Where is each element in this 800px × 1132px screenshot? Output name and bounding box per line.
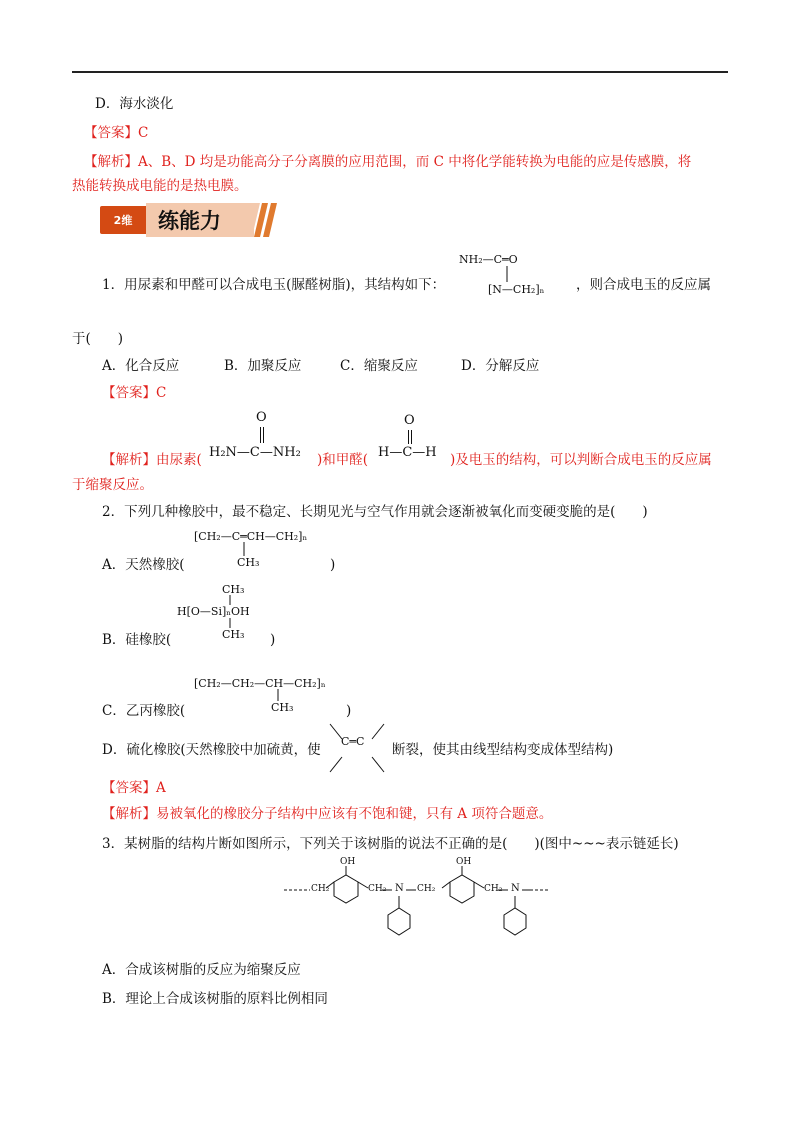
bond-line bbox=[242, 542, 246, 556]
q3-option-a: A．合成该树脂的反应为缩聚反应 bbox=[102, 962, 301, 978]
q1-answer: 【答案】C bbox=[102, 385, 167, 401]
methylene-group: CH₂ bbox=[368, 884, 387, 894]
q2-answer: 【答案】A bbox=[102, 780, 166, 796]
methyl-group: CH₃ bbox=[222, 628, 245, 641]
natural-rubber-structure: [CH₂—C═CH—CH₂]ₙ bbox=[194, 530, 308, 543]
q2-option-b: B．硅橡胶( bbox=[102, 632, 172, 648]
resin-structure-diagram bbox=[282, 860, 552, 940]
paren: ) bbox=[346, 703, 352, 719]
q2-stem: 2．下列几种橡胶中，最不稳定、长期见光与空气作用就会逐渐被氧化而变硬变脆的是( ) bbox=[102, 504, 648, 520]
q3-stem: 3．某树脂的结构片断如图所示，下列关于该树脂的说法不正确的是( )(图中~~~表示链延长) bbox=[102, 836, 679, 852]
analysis-text: 【解析】A、B、D 均是功能高分子分离膜的应用范围，而 C 中将化学能转换为电能的应是传感膜，将 bbox=[84, 154, 692, 170]
urea-resin-chain: [N—CH₂]ₙ bbox=[488, 283, 545, 296]
methyl-group: CH₃ bbox=[237, 556, 260, 569]
banner-stripes bbox=[252, 203, 282, 237]
q2-option-a: A．天然橡胶( bbox=[102, 557, 185, 573]
q2-analysis: 【解析】易被氧化的橡胶分子结构中应该有不饱和键，只有 A 项符合题意。 bbox=[102, 806, 553, 822]
q2-option-c: C．乙丙橡胶( bbox=[102, 703, 186, 719]
q1-option-a: A．化合反应 bbox=[102, 358, 180, 374]
section-title: 练能力 bbox=[146, 203, 254, 237]
q1-analysis-cont: 于缩聚反应。 bbox=[72, 477, 153, 493]
q2-option-d: D．硫化橡胶(天然橡胶中加硫黄，使 bbox=[102, 742, 321, 758]
silicone-rubber-structure: H[O—Si]ₙOH bbox=[177, 605, 250, 618]
q1-stem: 1．用尿素和甲醛可以合成电玉(脲醛树脂)，其结构如下： bbox=[102, 277, 446, 293]
q3-option-b: B．理论上合成该树脂的原料比例相同 bbox=[102, 991, 328, 1007]
double-bond-label: C═C bbox=[341, 735, 365, 748]
option-d: D．海水淡化 bbox=[95, 96, 174, 112]
q1-stem-cont: ，则合成电玉的反应属 bbox=[576, 277, 711, 293]
methyl-group: CH₃ bbox=[222, 583, 245, 596]
methylene-group: CH₂ bbox=[311, 884, 330, 894]
hydroxyl-group: OH bbox=[456, 857, 472, 867]
nitrogen-atom: N bbox=[395, 883, 404, 894]
methylene-group: CH₂ bbox=[484, 884, 503, 894]
q1-analysis-mid: )和甲醛( bbox=[317, 452, 369, 468]
q1-option-c: C．缩聚反应 bbox=[340, 358, 418, 374]
nitrogen-atom: N bbox=[511, 883, 520, 894]
urea-formula: H₂N—C—NH₂ bbox=[209, 445, 301, 460]
q1-option-d: D．分解反应 bbox=[461, 358, 540, 374]
paren: ) bbox=[270, 632, 276, 648]
analysis-text-cont: 热能转换成电能的是热电膜。 bbox=[72, 178, 248, 194]
header-rule bbox=[72, 71, 728, 73]
q1-analysis-end: )及电玉的结构，可以判断合成电玉的反应属 bbox=[450, 452, 712, 468]
hydroxyl-group: OH bbox=[340, 857, 356, 867]
epr-structure: [CH₂—CH₂—CH—CH₂]ₙ bbox=[194, 677, 326, 690]
q2-option-d-cont: 断裂，使其由线型结构变成体型结构) bbox=[392, 742, 614, 758]
bond-line bbox=[505, 266, 509, 282]
bond-line bbox=[228, 618, 232, 628]
paren: ) bbox=[330, 557, 336, 573]
formaldehyde-oxygen: O bbox=[404, 413, 415, 428]
q1-stem-end: 于( ) bbox=[72, 331, 124, 347]
q1-option-b: B．加聚反应 bbox=[224, 358, 302, 374]
methylene-group: CH₂ bbox=[417, 884, 436, 894]
methyl-group: CH₃ bbox=[271, 701, 294, 714]
formaldehyde-double-bond bbox=[407, 430, 413, 444]
q1-analysis: 【解析】由尿素( bbox=[102, 452, 202, 468]
section-tag: 2维 bbox=[100, 206, 146, 234]
answer-label: 【答案】C bbox=[84, 125, 149, 141]
bond-line bbox=[228, 595, 232, 605]
formaldehyde-formula: H—C—H bbox=[378, 445, 437, 460]
urea-resin-top: NH₂—C═O bbox=[459, 253, 518, 266]
urea-oxygen: O bbox=[256, 410, 267, 425]
urea-double-bond bbox=[259, 427, 265, 443]
bond-line bbox=[276, 689, 280, 701]
